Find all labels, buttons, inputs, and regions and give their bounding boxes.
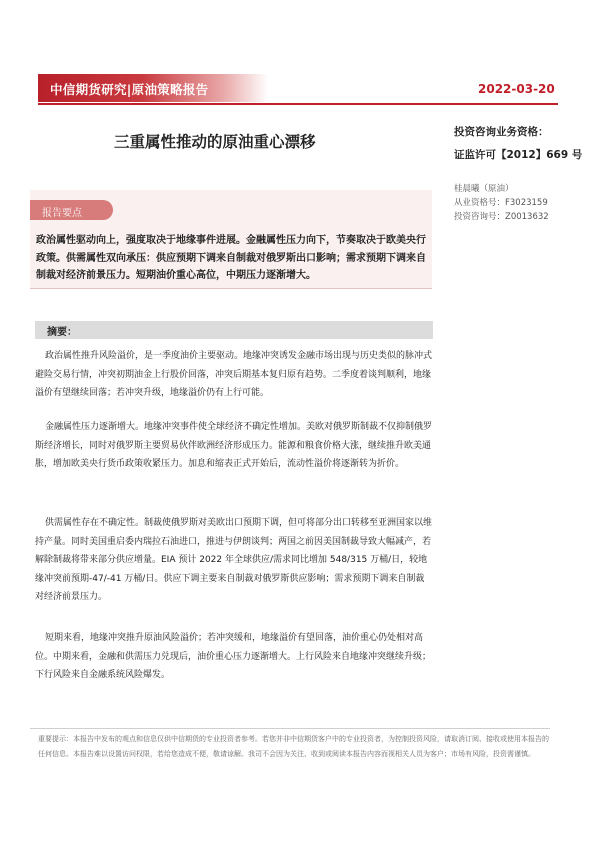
header-divider: [38, 103, 558, 105]
analyst-consult-number: 投资咨询号：Z0013632: [454, 212, 549, 222]
summary-paragraph: 政治属性推升风险溢价，是一季度油价主要驱动。地缘冲突诱发金融市场出现与历史类似的脉冲式避险交易行情，冲突初期油金上行股价回落，冲突后期基本复归原有趋势。二季度着谈判顺利，地缘溢价有望继续回落；若冲突升级，地缘溢价仍有上行可能。: [35, 351, 433, 398]
report-series-title: 中信期货研究|原油策略报告: [50, 82, 209, 97]
analyst-name: 桂晨曦（原油）: [454, 184, 514, 194]
analyst-license: 从业资格号：F3023159: [454, 198, 548, 208]
disclaimer-text: 重要提示：本报告中发布的观点和信息仅供中信期货的专业投资者参考。若您并非中信期货客户中的专业投资者，为控制投资风险，请取消订阅、接收或使用本报告的任何信息。本报告难以设置访问权限，若给您造成不便，敬请谅解。我司不会因为关注、收到或阅读本报告内容而视相关人员为客户；市场有风险，投资需谨慎。: [38, 735, 549, 758]
summary-paragraph: 金融属性压力逐渐增大。地缘冲突事件使全球经济不确定性增加。美欧对俄罗斯制裁不仅抑制俄罗斯经济增长，同时对俄罗斯主要贸易伙伴欧洲经济形成压力。能源和粮食价格大涨，继续推升欧美通胀，增加欧美央行货币政策收紧压力。加息和缩表正式开始后，流动性溢价将逐渐转为折价。: [35, 422, 433, 469]
footer-divider: [30, 728, 550, 729]
license-number: 证监许可【2012】669 号: [454, 149, 583, 161]
key-points-text: 政治属性驱动向上，强度取决于地缘事件进展。金融属性压力向下，节奏取决于欧美央行政策。供需属性双向承压：供应预期下调来自制裁对俄罗斯出口影响；需求预期下调来自制裁对经济前景压力。短期油价重心高位，中期压力逐渐增大。: [36, 235, 426, 281]
qualification-heading: 投资咨询业务资格：: [454, 126, 549, 138]
summary-label: 摘要：: [47, 327, 77, 338]
page-title: 三重属性推动的原油重心漂移: [114, 133, 316, 151]
summary-paragraph: 供需属性存在不确定性。制裁使俄罗斯对美欧出口预期下调，但可将部分出口转移至亚洲国家以维持产量。同时美国重启委内瑞拉石油进口，推进与伊朗谈判；两国之前因美国制裁导致大幅减产，若解除制裁将带来部分供应增量。EIA 预计 2022 年全球供应/需求同比增加 548/315 万桶/日，较地缘冲突前预期-47/-41 万桶/日。供应下调主要来自制裁对俄罗斯供应影响；需求预期下调来自制裁对经济前景压力。: [35, 518, 433, 602]
report-date: 2022-03-20: [478, 82, 555, 96]
summary-paragraph: 短期来看，地缘冲突推升原油风险溢价；若冲突缓和，地缘溢价有望回落，油价重心仍处相对高位。中期来看，金融和供需压力兑现后，油价重心压力逐渐增大。上行风险来自地缘冲突继续升级；下行风险来自金融系统风险爆发。: [35, 633, 432, 680]
key-points-label: 报告要点: [42, 208, 82, 219]
summary-header-bar: [35, 321, 433, 339]
